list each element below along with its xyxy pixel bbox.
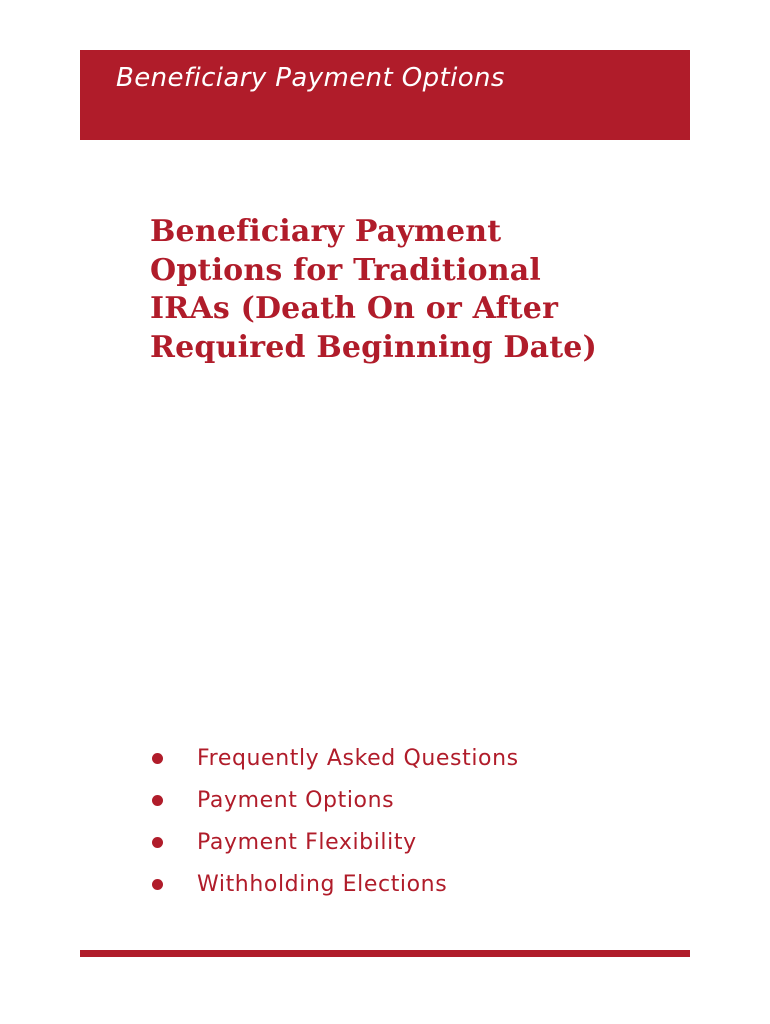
list-item-payment-flexibility xyxy=(150,821,519,863)
list-item-label: Withholding Elections xyxy=(197,871,448,897)
footer-divider xyxy=(80,950,690,957)
page-title: Beneficiary Payment Options for Traditional IRAs (Death On or After Required Beginning Date) xyxy=(150,214,597,365)
list-item-label: Payment Options xyxy=(197,787,395,813)
list-item-frequently-asked-questions xyxy=(150,737,519,779)
bullet-icon xyxy=(152,837,163,848)
bullet-icon xyxy=(152,753,163,764)
topic-list xyxy=(150,737,519,905)
header-banner xyxy=(80,50,690,140)
list-item-label: Payment Flexibility xyxy=(197,829,417,855)
list-item-payment-options xyxy=(150,779,519,821)
list-item-withholding-elections xyxy=(150,863,519,905)
bullet-icon xyxy=(152,795,163,806)
list-item-label: Frequently Asked Questions xyxy=(197,745,519,771)
bullet-icon xyxy=(152,879,163,890)
header-title: Beneficiary Payment Options xyxy=(116,63,505,93)
